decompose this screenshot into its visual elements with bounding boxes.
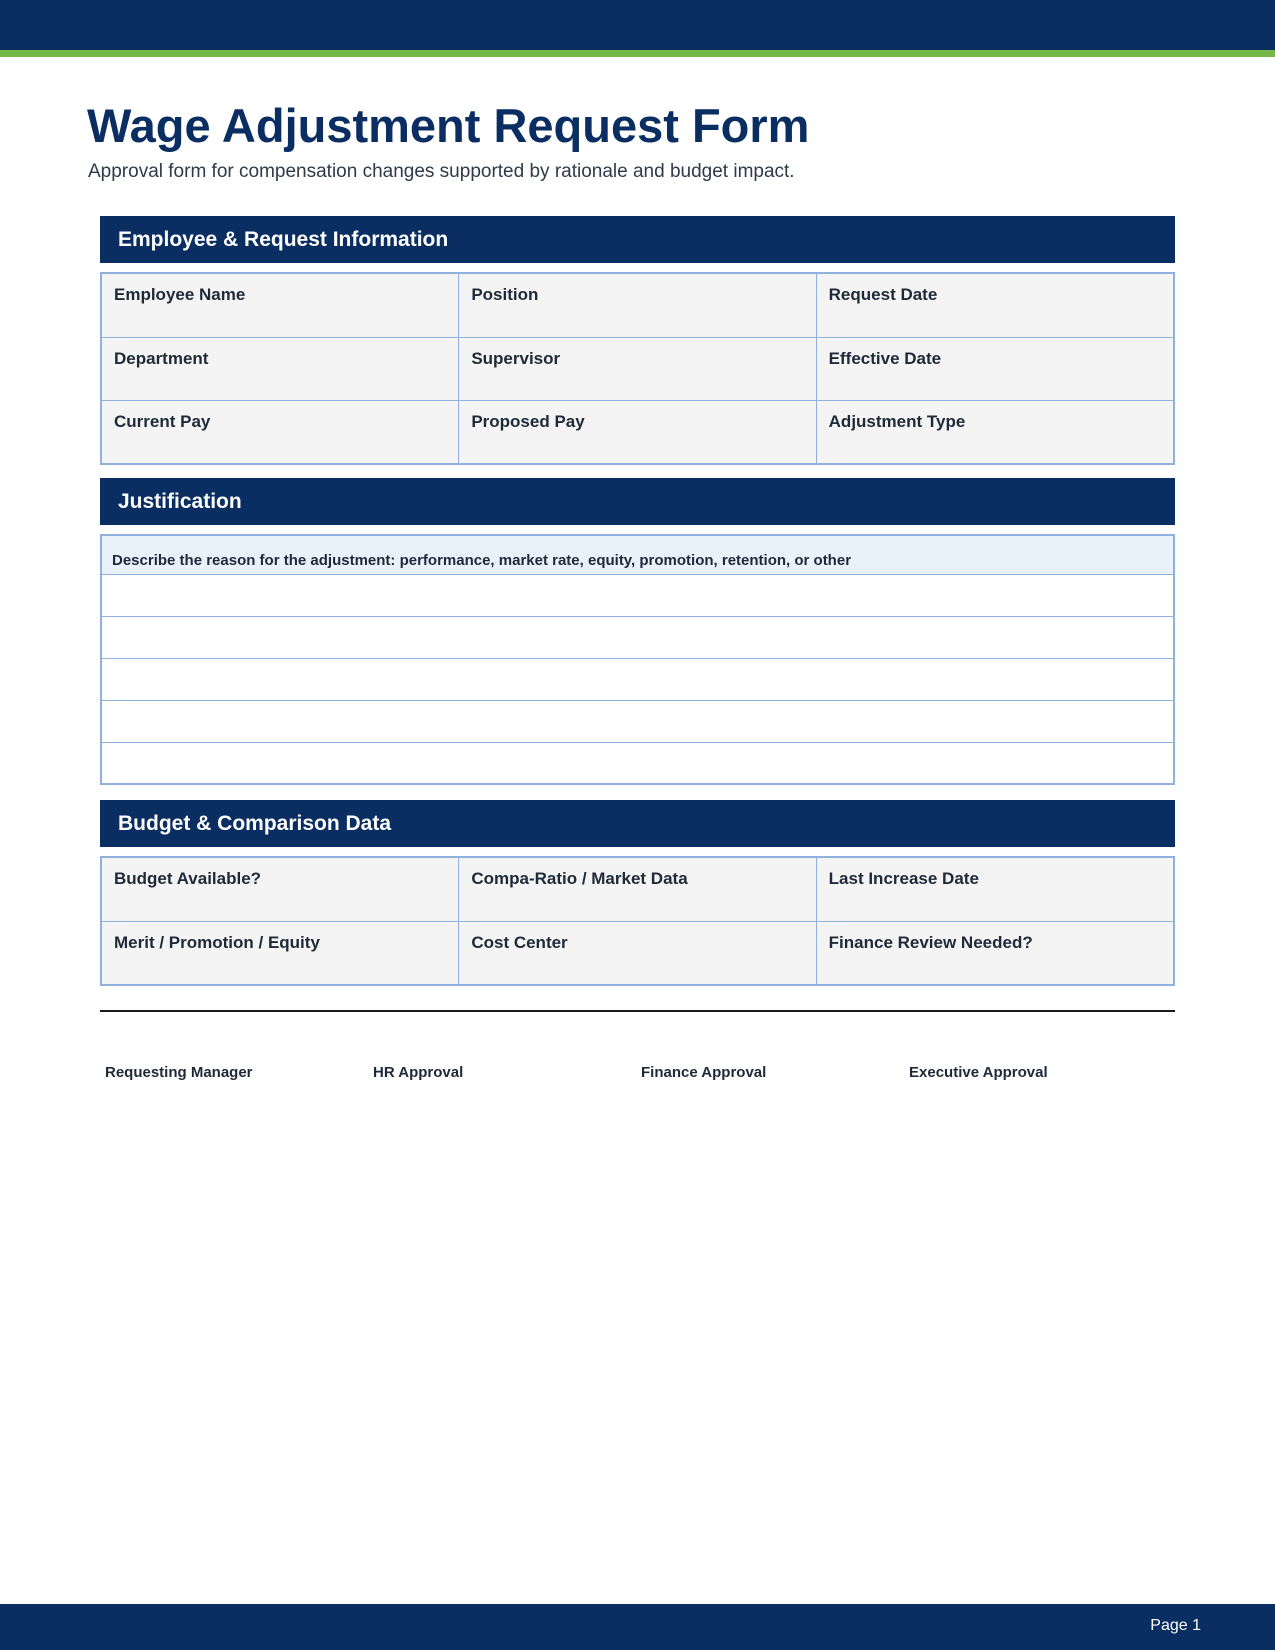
field-merit-promotion-equity[interactable]: Merit / Promotion / Equity — [114, 933, 320, 952]
justification-prompt: Describe the reason for the adjustment: performance, market rate, equity, promotion, retention, or other — [102, 536, 1173, 575]
footer-bar — [0, 1604, 1275, 1650]
field-effective-date[interactable]: Effective Date — [816, 338, 1173, 400]
field-request-date[interactable]: Request Date — [816, 274, 1173, 337]
field-finance-review[interactable]: Finance Review Needed? — [816, 922, 1173, 984]
page-subtitle: Approval form for compensation changes supported by rationale and budget impact. — [88, 161, 795, 182]
field-cost-center[interactable]: Cost Center — [458, 922, 815, 984]
field-compa-ratio[interactable]: Compa-Ratio / Market Data — [458, 858, 815, 921]
signature-rule — [100, 1010, 1175, 1012]
field-supervisor[interactable]: Supervisor — [458, 338, 815, 400]
field-last-increase-date[interactable]: Last Increase Date — [816, 858, 1173, 921]
grid-row — [102, 337, 1173, 400]
signature-hr-approval[interactable]: HR Approval — [373, 1064, 464, 1081]
employee-info-grid — [100, 272, 1175, 465]
grid-row — [102, 400, 1173, 463]
budget-grid — [100, 856, 1175, 986]
field-adjustment-type[interactable]: Adjustment Type — [816, 401, 1173, 463]
section-header-justification: Justification — [100, 478, 1175, 525]
justification-line[interactable] — [102, 575, 1173, 617]
field-current-pay[interactable]: Current Pay — [114, 412, 211, 431]
signature-requesting-manager[interactable]: Requesting Manager — [105, 1064, 253, 1081]
signature-finance-approval[interactable]: Finance Approval — [641, 1064, 767, 1081]
grid-row — [102, 921, 1173, 984]
grid-row — [102, 858, 1173, 921]
field-proposed-pay[interactable]: Proposed Pay — [458, 401, 815, 463]
justification-line[interactable] — [102, 743, 1173, 785]
signature-executive-approval[interactable]: Executive Approval — [909, 1064, 1048, 1081]
justification-box — [100, 534, 1175, 785]
justification-line[interactable] — [102, 617, 1173, 659]
page-number: Page 1 — [1150, 1617, 1201, 1634]
justification-line[interactable] — [102, 659, 1173, 701]
field-budget-available[interactable]: Budget Available? — [114, 869, 262, 888]
field-position[interactable]: Position — [458, 274, 815, 337]
section-header-employee: Employee & Request Information — [100, 216, 1175, 263]
page-title: Wage Adjustment Request Form — [87, 99, 810, 152]
section-header-budget: Budget & Comparison Data — [100, 800, 1175, 847]
justification-line[interactable] — [102, 701, 1173, 743]
top-banner — [0, 0, 1275, 50]
grid-row — [102, 274, 1173, 337]
field-department[interactable]: Department — [114, 349, 209, 368]
top-accent-stripe — [0, 50, 1275, 57]
field-employee-name[interactable]: Employee Name — [114, 285, 246, 304]
